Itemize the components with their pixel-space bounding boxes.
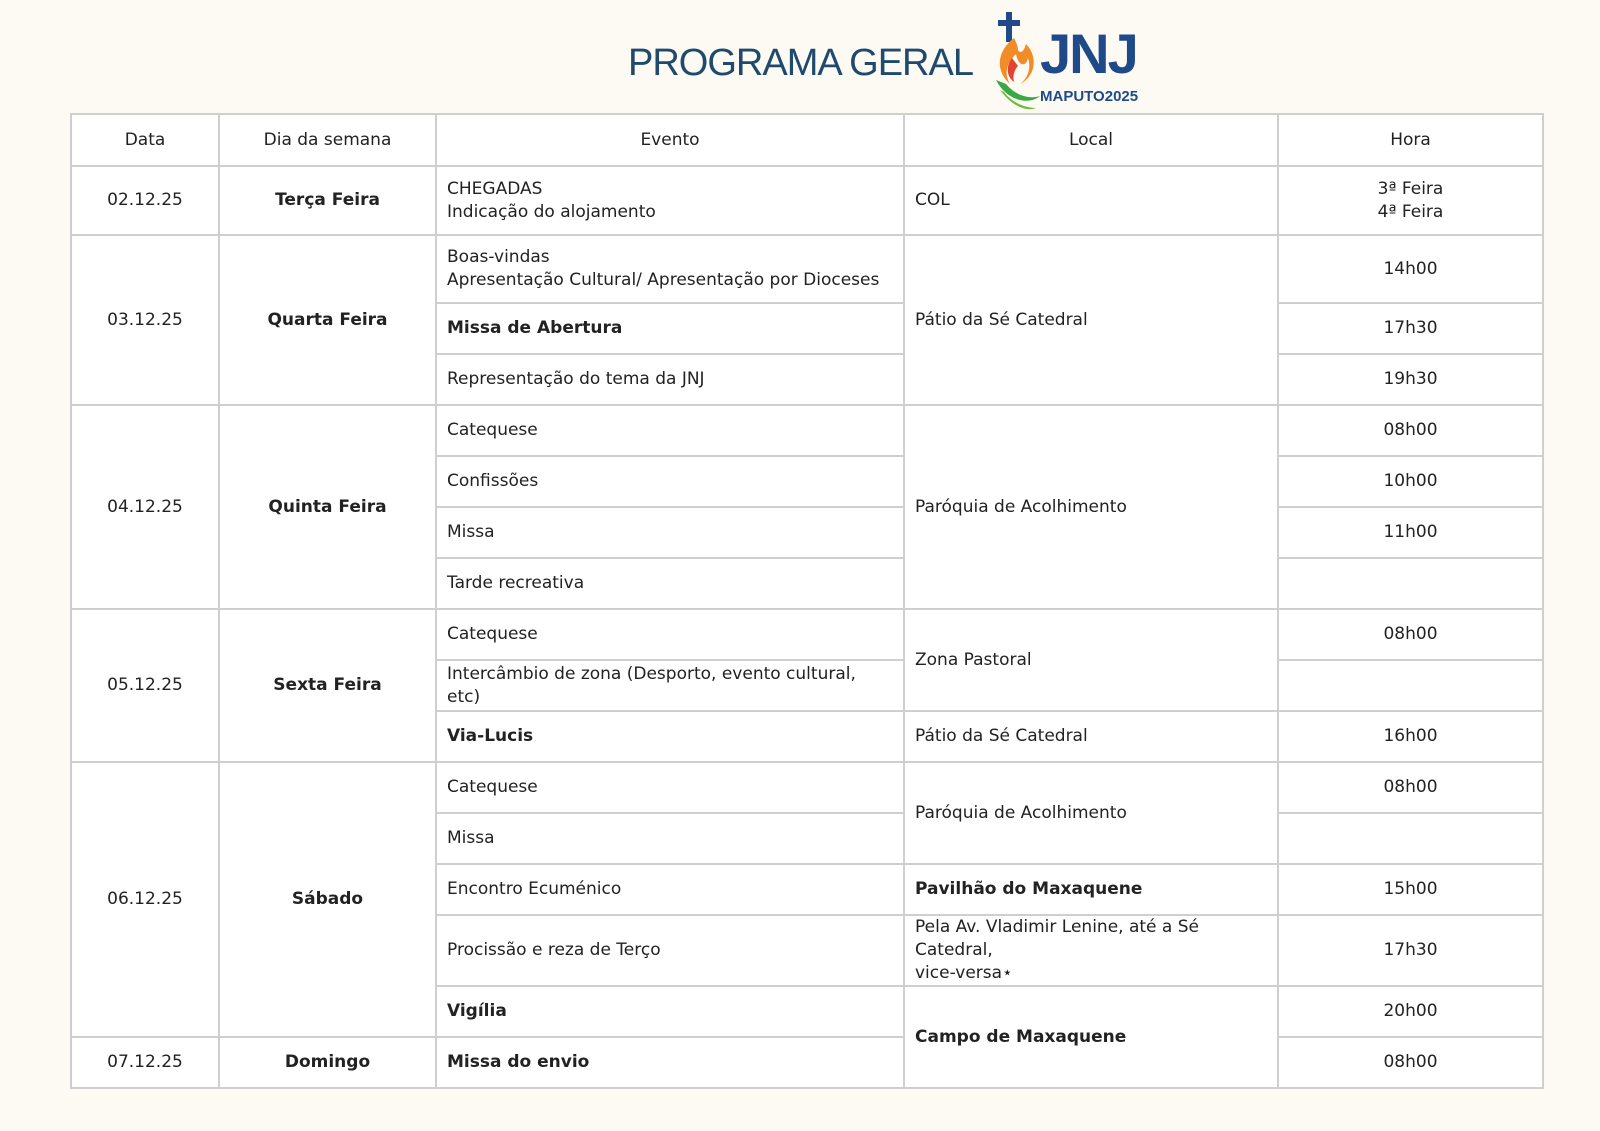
local-cell: Campo de Maxaquene [904, 986, 1278, 1088]
hora-cell [1278, 660, 1543, 711]
table-row [71, 166, 1543, 235]
event-cell: Missa do envio [436, 1037, 904, 1088]
date-cell: 07.12.25 [71, 1037, 219, 1088]
local-text: vice-versa⋆ [915, 963, 1013, 983]
day-cell: Terça Feira [219, 166, 436, 235]
event-cell: Encontro Ecuménico [436, 864, 904, 915]
event-text: Apresentação Cultural/ Apresentação por Dioceses [447, 270, 880, 290]
hora-cell: 16h00 [1278, 711, 1543, 762]
hora-cell: 20h00 [1278, 986, 1543, 1037]
event-cell: Representação do tema da JNJ [436, 354, 904, 405]
day-cell: Domingo [219, 1037, 436, 1088]
date-cell: 02.12.25 [71, 166, 219, 235]
local-cell: Pátio da Sé Catedral [904, 235, 1278, 405]
hora-cell: 19h30 [1278, 354, 1543, 405]
day-cell: Quarta Feira [219, 235, 436, 405]
event-text: Indicação do alojamento [447, 201, 656, 222]
event-cell: Missa de Abertura [436, 303, 904, 354]
logo-wordmark: JNJ [1040, 22, 1137, 85]
hora-text: 3ª Feira [1377, 178, 1444, 199]
logo-subtitle: MAPUTO2025 [1040, 88, 1139, 105]
event-cell [436, 235, 904, 303]
column-header-dia: Dia da semana [219, 114, 436, 166]
local-cell: Paróquia de Acolhimento [904, 405, 1278, 609]
column-header-hora: Hora [1278, 114, 1543, 166]
hora-cell: 17h30 [1278, 303, 1543, 354]
hora-text: 4ª Feira [1377, 201, 1444, 222]
event-text: CHEGADAS [447, 178, 543, 199]
table-row [71, 762, 1543, 813]
local-cell: Paróquia de Acolhimento [904, 762, 1278, 864]
event-cell: Catequese [436, 762, 904, 813]
event-cell: Vigília [436, 986, 904, 1037]
event-cell [436, 166, 904, 235]
schedule-table [70, 113, 1544, 1089]
column-header-data: Data [71, 114, 219, 166]
hora-cell [1278, 166, 1543, 235]
event-cell: Procissão e reza de Terço [436, 915, 904, 986]
table-row [71, 609, 1543, 660]
event-text: Boas-vindas [447, 247, 550, 267]
hora-cell: 08h00 [1278, 405, 1543, 456]
table-row [71, 1037, 1543, 1088]
date-cell: 03.12.25 [71, 235, 219, 405]
table-row [71, 405, 1543, 456]
event-cell: Intercâmbio de zona (Desporto, evento cultural, etc) [436, 660, 904, 711]
local-cell [904, 915, 1278, 986]
table-row [71, 235, 1543, 303]
hora-cell: 15h00 [1278, 864, 1543, 915]
local-cell: Zona Pastoral [904, 609, 1278, 711]
page-title: PROGRAMA GERAL [628, 42, 973, 84]
hora-cell: 08h00 [1278, 609, 1543, 660]
hora-cell: 08h00 [1278, 762, 1543, 813]
event-cell: Via-Lucis [436, 711, 904, 762]
day-cell: Quinta Feira [219, 405, 436, 609]
local-cell: Pátio da Sé Catedral [904, 711, 1278, 762]
date-cell: 05.12.25 [71, 609, 219, 762]
event-cell: Missa [436, 813, 904, 864]
hora-cell [1278, 558, 1543, 609]
event-cell: Missa [436, 507, 904, 558]
event-cell: Catequese [436, 405, 904, 456]
day-cell: Sexta Feira [219, 609, 436, 762]
hora-cell: 10h00 [1278, 456, 1543, 507]
day-cell: Sábado [219, 762, 436, 1037]
column-header-evento: Evento [436, 114, 904, 166]
date-cell: 06.12.25 [71, 762, 219, 1037]
hora-cell [1278, 813, 1543, 864]
hora-cell: 11h00 [1278, 507, 1543, 558]
local-text: Pela Av. Vladimir Lenine, até a Sé Catedral, [915, 917, 1199, 960]
event-cell: Catequese [436, 609, 904, 660]
hora-cell: 17h30 [1278, 915, 1543, 986]
column-header-local: Local [904, 114, 1278, 166]
hora-cell: 14h00 [1278, 235, 1543, 303]
table-header-row [71, 114, 1543, 166]
local-cell: Pavilhão do Maxaquene [904, 864, 1278, 915]
page-header [0, 0, 1600, 113]
event-cell: Confissões [436, 456, 904, 507]
event-cell: Tarde recreativa [436, 558, 904, 609]
local-cell: COL [904, 166, 1278, 235]
hora-cell: 08h00 [1278, 1037, 1543, 1088]
date-cell: 04.12.25 [71, 405, 219, 609]
